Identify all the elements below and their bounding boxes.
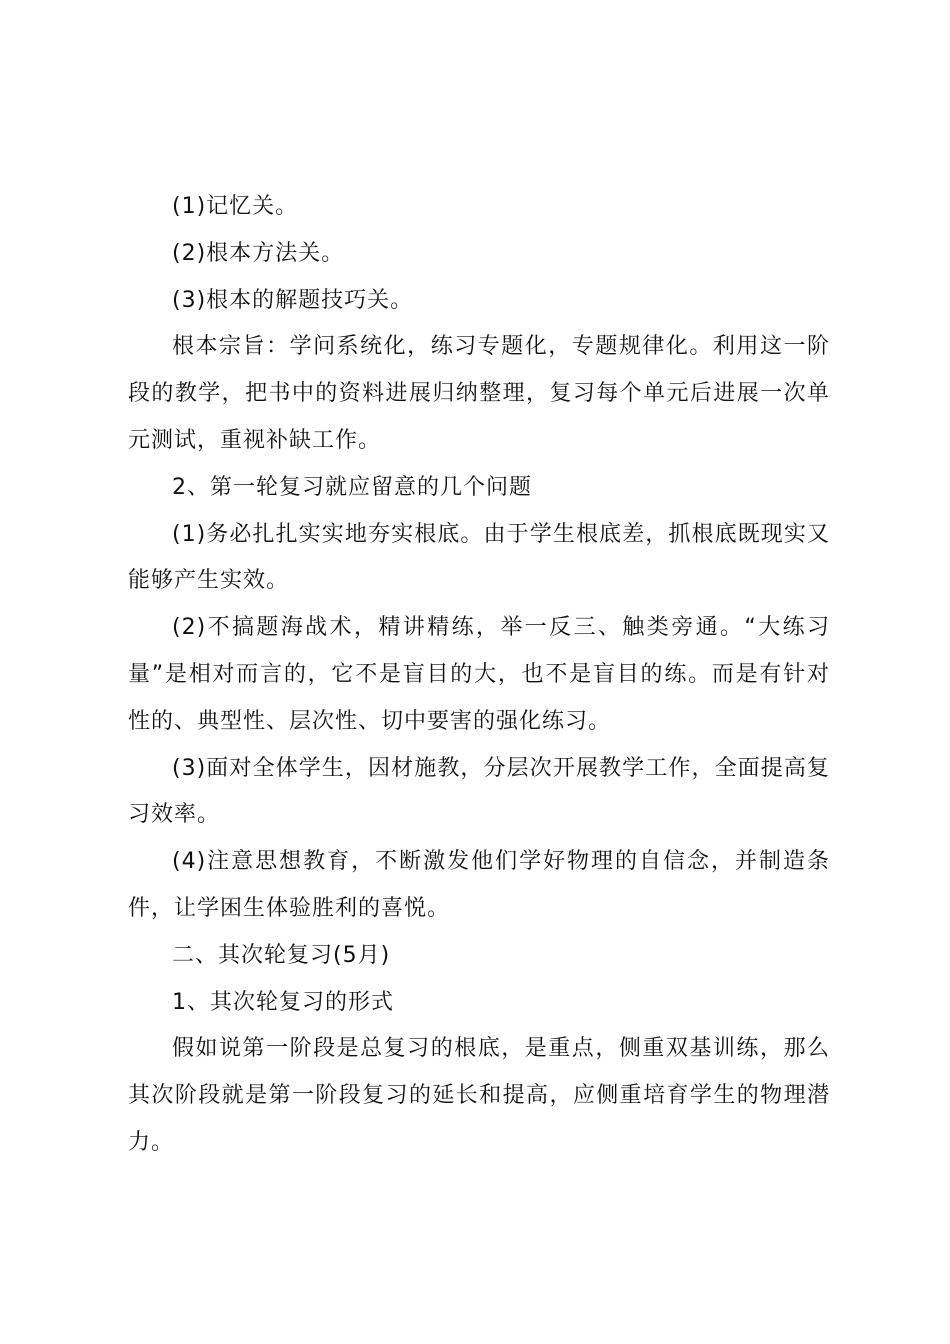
section-heading-second-round-form: 1、其次轮复习的形式 — [172, 989, 394, 1015]
paragraph-second-stage: 假如说第一阶段是总复习的根底，是重点，侧重双基训练，那么其次阶段就是第一阶段复习的延长和提高，应侧重培育学生的物理潜力。 — [128, 1036, 830, 1155]
paragraph-all-students: (3)面对全体学生，因材施教，分层次开展教学工作，全面提高复习效率。 — [128, 755, 830, 828]
paragraph-purpose: 根本宗旨：学问系统化，练习专题化，专题规律化。利用这一阶段的教学，把书中的资料进展归纳整理，复习每个单元后进展一次单元测试，重视补缺工作。 — [128, 334, 830, 453]
paragraph-memory: (1)记忆关。 — [172, 194, 299, 219]
paragraph-foundation: (1)务必扎扎实实地夯实根底。由于学生根底差，抓根底既现实又能够产生实效。 — [128, 521, 830, 594]
section-heading-first-round-issues: 2、第一轮复习就应留意的几个问题 — [172, 474, 532, 500]
paragraph-basic-method: (2)根本方法关。 — [172, 240, 345, 266]
document-body — [128, 184, 830, 1167]
section-heading-second-round: 二、其次轮复习(5月) — [172, 942, 391, 968]
paragraph-confidence: (4)注意思想教育，不断激发他们学好物理的自信念，并制造条件，让学困生体验胜利的喜悦。 — [128, 849, 830, 921]
paragraph-practice: (2)不搞题海战术，精讲精练，举一反三、触类旁通。“大练习量”是相对而言的，它不是盲目的大，也不是盲目的练。而是有针对性的、典型性、层次性、切中要害的强化练习。 — [128, 615, 830, 734]
paragraph-problem-solving: (3)根本的解题技巧关。 — [172, 287, 414, 313]
